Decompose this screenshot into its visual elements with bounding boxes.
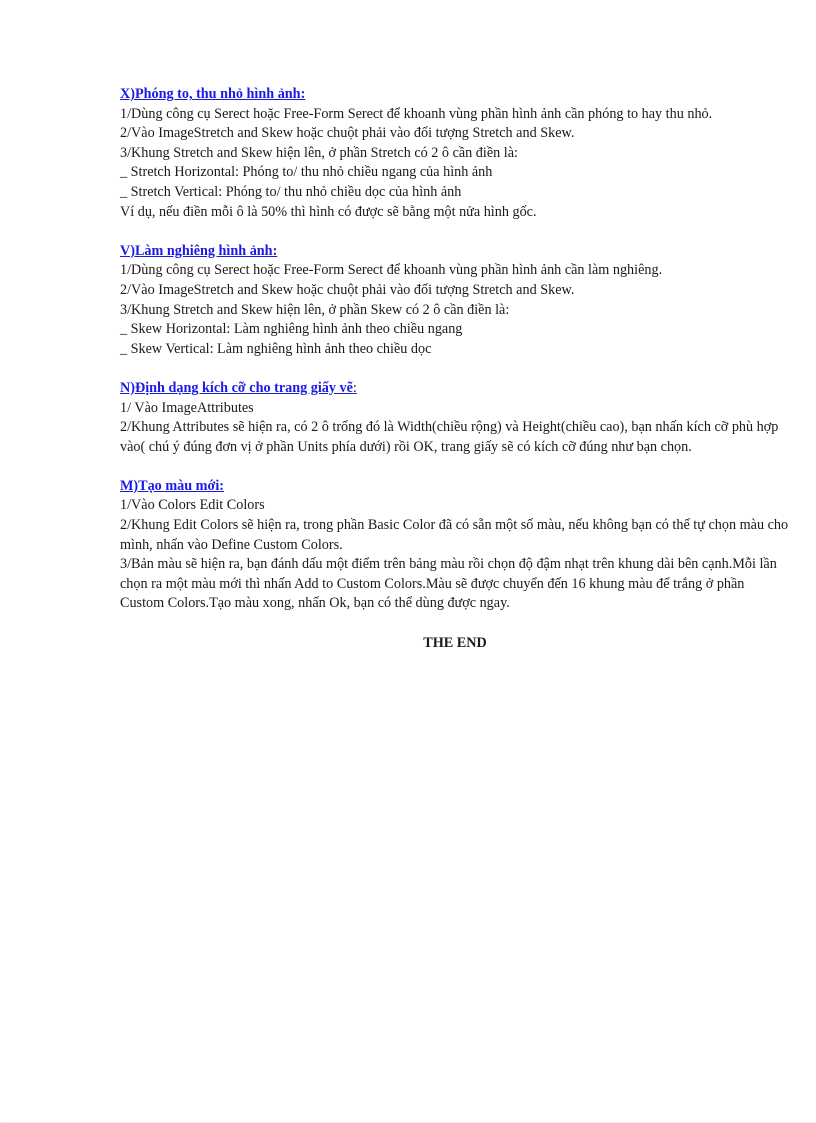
section-heading: N)Định dạng kích cỡ cho trang giấy vẽ: (120, 379, 357, 396)
paragraph-line: 1/Dùng công cụ Serect hoặc Free-Form Serect để khoanh vùng phần hình ảnh cần phóng to hay thu nhỏ. (120, 105, 713, 122)
paragraph-line: 2/Khung Attributes sẽ hiện ra, có 2 ô trống đó là Width(chiều rộng) và Height(chiều cao), bạn nhấn kích cỡ phù hợp vào( chú ý đúng đơn vị ở phần Units phía dưới) rồi OK, trang giấy sẽ có kích cỡ đúng như bạn chọn. (120, 419, 782, 455)
paragraph-line: _ Skew Vertical: Làm nghiêng hình ảnh theo chiều dọc (120, 340, 432, 357)
paragraph-line: Ví dụ, nếu điền mỗi ô là 50% thì hình có được sẽ bằng một nửa hình gốc. (120, 203, 537, 220)
paragraph-line: _ Stretch Vertical: Phóng to/ thu nhỏ chiều dọc của hình ảnh (120, 183, 462, 200)
section-heading: V)Làm nghiêng hình ảnh: (120, 242, 278, 259)
paragraph-line: 3/Khung Stretch and Skew hiện lên, ở phần Stretch có 2 ô cần điền là: (120, 144, 518, 161)
paragraph-line: 2/Khung Edit Colors sẽ hiện ra, trong phần Basic Color đã có sẵn một số màu, nếu không bạn có thể tự chọn màu cho mình, nhấn vào Define Custom Colors. (120, 517, 792, 553)
paragraph-line: _ Stretch Horizontal: Phóng to/ thu nhỏ chiều ngang của hình ảnh (120, 164, 493, 181)
section-stretch (120, 85, 790, 222)
paragraph-line: 1/Dùng công cụ Serect hoặc Free-Form Serect để khoanh vùng phần hình ảnh cần làm nghiêng. (120, 262, 663, 279)
document-body (120, 85, 790, 653)
the-end-footer: THE END (423, 634, 487, 651)
section-colors (120, 477, 790, 614)
section-attributes (120, 379, 790, 457)
paragraph-line: 3/Khung Stretch and Skew hiện lên, ở phần Skew có 2 ô cần điền là: (120, 301, 510, 318)
section-skew (120, 242, 790, 360)
section-heading: M)Tạo màu mới: (120, 477, 225, 494)
paragraph-line: 2/Vào ImageStretch and Skew hoặc chuột phải vào đối tượng Stretch and Skew. (120, 281, 575, 298)
paragraph-line: _ Skew Horizontal: Làm nghiêng hình ảnh theo chiều ngang (120, 321, 463, 338)
paragraph-line: 3/Bản màu sẽ hiện ra, bạn đánh dấu một điểm trên bảng màu rồi chọn độ đậm nhạt trên khung dài bên cạnh.Mỗi lần chọn ra một màu mới thì nhấn Add to Custom Colors.Màu sẽ được chuyển đến 16 khung màu để trắng ở phần Custom Colors.Tạo màu xong, nhấn Ok, bạn có thể dùng được ngay. (120, 556, 781, 612)
paragraph-line: 1/ Vào ImageAttributes (120, 399, 254, 416)
paragraph-line: 2/Vào ImageStretch and Skew hoặc chuột phải vào đối tượng Stretch and Skew. (120, 125, 575, 142)
paragraph-line: 1/Vào Colors Edit Colors (120, 497, 265, 514)
section-heading: X)Phóng to, thu nhỏ hình ảnh: (120, 86, 306, 102)
